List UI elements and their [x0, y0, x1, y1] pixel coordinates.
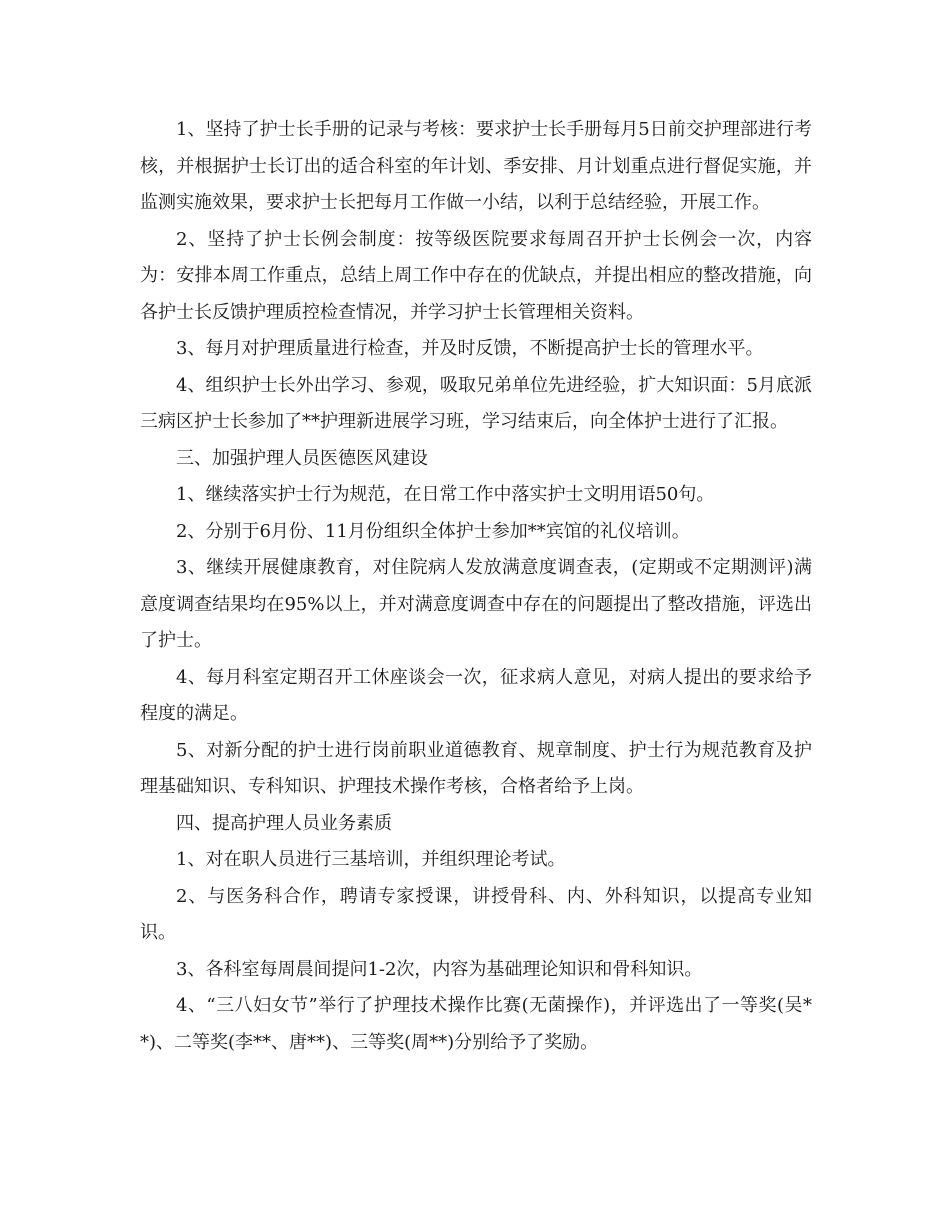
paragraph-expert-lectures: 2、与医务科合作，聘请专家授课，讲授骨科、内、外科知识，以提高专业知识。	[140, 885, 812, 943]
paragraph-nurse-manual: 1、坚持了护士长手册的记录与考核：要求护士长手册每月5日前交护理部进行考核，并根据护士长订出的适合科室的年计划、季安排、月计划重点进行督促实施，并监测实施效果，要求护士长把每月工作做一小结，以利于总结经验，开展工作。	[140, 119, 812, 213]
paragraph-external-study: 4、组织护士长外出学习、参观，吸取兄弟单位先进经验，扩大知识面：5月底派三病区护士长参加了**护理新进展学习班，学习结束后，向全体护士进行了汇报。	[140, 374, 812, 432]
section-heading-skills: 四、提高护理人员业务素质	[176, 812, 392, 834]
paragraph-new-nurse-training: 5、对新分配的护士进行岗前职业道德教育、规章制度、护士行为规范教育及护理基础知识、专科知识、护理技术操作考核，合格者给予上岗。	[140, 739, 812, 797]
paragraph-health-education: 3、继续开展健康教育，对住院病人发放满意度调查表，(定期或不定期测评)满意度调查结果均在95%以上，并对满意度调查中存在的问题提出了整改措施，评选出了护士。	[140, 557, 812, 651]
paragraph-skills-competition: 4、“三八妇女节”举行了护理技术操作比赛(无菌操作)，并评选出了一等奖(吴**)、二等奖(李**、唐**)、三等奖(周**)分别给予了奖励。	[140, 995, 812, 1053]
document-body	[140, 112, 812, 1061]
paragraph-monthly-inspection: 3、每月对护理质量进行检查，并及时反馈，不断提高护士长的管理水平。	[176, 338, 764, 359]
paragraph-basic-training: 1、对在职人员进行三基培训，并组织理论考试。	[176, 849, 566, 870]
paragraph-head-nurse-meeting: 2、坚持了护士长例会制度：按等级医院要求每周召开护士长例会一次，内容为：安排本周工作重点，总结上周工作中存在的优缺点，并提出相应的整改措施，向各护士长反馈护理质控检查情况，并学习护士长管理相关资料。	[140, 228, 812, 323]
paragraph-morning-questions: 3、各科室每周晨间提问1-2次，内容为基础理论知识和骨科知识。	[176, 958, 703, 980]
paragraph-etiquette-training: 2、分别于6月份、11月份组织全体护士参加**宾馆的礼仪培训。	[176, 520, 690, 542]
paragraph-patient-forum: 4、每月科室定期召开工休座谈会一次，征求病人意见，对病人提出的要求给予程度的满足。	[140, 666, 812, 724]
paragraph-conduct-norms: 1、继续落实护士行为规范，在日常工作中落实护士文明用语50句。	[176, 484, 715, 505]
section-heading-ethics: 三、加强护理人员医德医风建设	[176, 447, 428, 469]
